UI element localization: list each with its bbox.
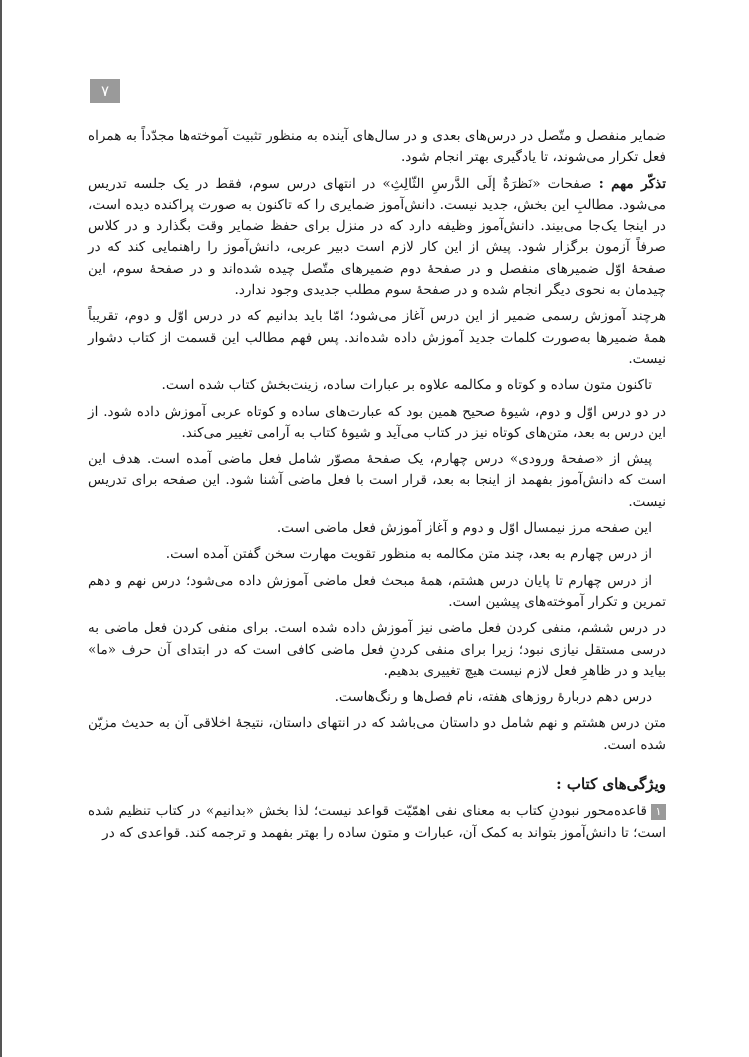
item-number-badge: ۱ [651, 804, 666, 820]
list-item-text: قاعده‌محور نبودنِ کتاب به معنای نفی اهمّیّت قواعد نیست؛ لذا بخش «بدانیم» در کتاب تنظیم شده است؛ تا دانش‌آموز بتواند به کمک آن، عبارات و متون ساده را بهتر بفهمد و ترجمه کند. قواعدی که در [88, 803, 666, 841]
paragraph: درس دهم دربارهٔ روزهای هفته، نام فصل‌ها و رنگ‌هاست. [334, 689, 652, 706]
paragraph: پیش از «صفحهٔ ورودی» درس چهارم، یک صفحهٔ مصوّر شامل فعل ماضی آمده است. هدف این است که دانش‌آموز بفهمد از اینجا به بعد، قرار است با فعل ماضی آشنا شود. این صفحه برای تدریس نیست. [88, 451, 666, 510]
paragraph: در درس ششم، منفی کردن فعل ماضی نیز آموزش داده شده است. برای منفی کردن فعل ماضی به درسی مستقل نیازی نبود؛ زیرا برای منفی کردنِ فعل ماضی کافی است که در ابتدای آن حرف «ما» بیاید و در ظاهرِ فعل لازم نیست هیچ تغییری بدهیم. [88, 620, 666, 679]
list-item [88, 801, 666, 844]
paragraph: هرچند آموزش رسمی ضمیر از این درس آغاز می‌شود؛ امّا باید بدانیم که در درس اوّل و دوم، تقریباً همهٔ ضمیرها به‌صورت کلمات جدید آموزش داده شده‌اند. پس فهم مطالب این قسمت از کتاب دشوار نیست. [88, 308, 666, 367]
paragraph: ضمایر منفصل و متّصل در درس‌های بعدی و در سال‌های آینده به منظور تثبیت آموخته‌ها مجدّداً به همراه فعل تکرار می‌شوند، تا یادگیری بهتر انجام شود. [88, 128, 666, 166]
paragraph: متن درس هشتم و نهم شامل دو داستان می‌باشد که در انتهای داستان، نتیجهٔ اخلاقی آن به حدیث مزیّن شده است. [88, 715, 666, 753]
paragraph: تاکنون متون ساده و کوتاه و مکالمه علاوه بر عبارات ساده، زینت‌بخش کتاب شده است. [161, 377, 652, 394]
page-number: ۷ [90, 79, 120, 103]
page-edge-line [0, 0, 2, 1057]
note-text: صفحات «نَظرَةٌ إلَى الدَّرسِ الثّالِثِ» در انتهای درس سوم، فقط در یک جلسه تدریس می‌شود. مطالبِ این بخش، جدید نیست. دانش‌آموز ضمایری را که تاکنون به صورت پراکنده دیده است، در اینجا یک‌جا می‌بیند. دانش‌آموز وظیفه دارد که در منزل برای حفظ ضمایر وقت بگذارد و در کلاس صرفاً آزمون برگزار شود. پیش از این کار لازم است دبیر عربی، دانش‌آموز را راهنمایی کند که در صفحهٔ اوّل ضمیرهای منفصل و در صفحهٔ دوم ضمیرهای متّصل چیده شده‌اند و در صفحهٔ سوم، این چیدمان به نحوی دیگر انجام شده و در صفحهٔ سوم مطلب جدیدی وجود ندارد. [88, 175, 666, 299]
page-body [88, 126, 666, 849]
note-label: تذکّر مهم : [598, 175, 666, 192]
paragraph: از درس چهارم به بعد، چند متن مکالمه به منظور تقویت مهارت سخن گفتن آمده است. [165, 546, 652, 563]
paragraph: در دو درس اوّل و دوم، شیوهٔ صحیح همین بود که عبارت‌های ساده و کوتاه عربی آموزش داده شود. از این درس به بعد، متن‌های کوتاه نیز در کتاب می‌آید و شیوهٔ کتاب به آرامی تغییر می‌کند. [88, 403, 666, 441]
paragraph: این صفحه مرز نیمسال اوّل و دوم و آغاز آموزش فعل ماضی است. [276, 520, 652, 537]
paragraph: از درس چهارم تا پایان درس هشتم، همهٔ مبحث فعل ماضی آموزش داده می‌شود؛ درس نهم و دهم تمرین و تکرار آموخته‌های پیشین است. [88, 572, 666, 610]
important-note [88, 174, 666, 302]
section-heading: ویژگی‌های کتاب : [556, 775, 666, 794]
